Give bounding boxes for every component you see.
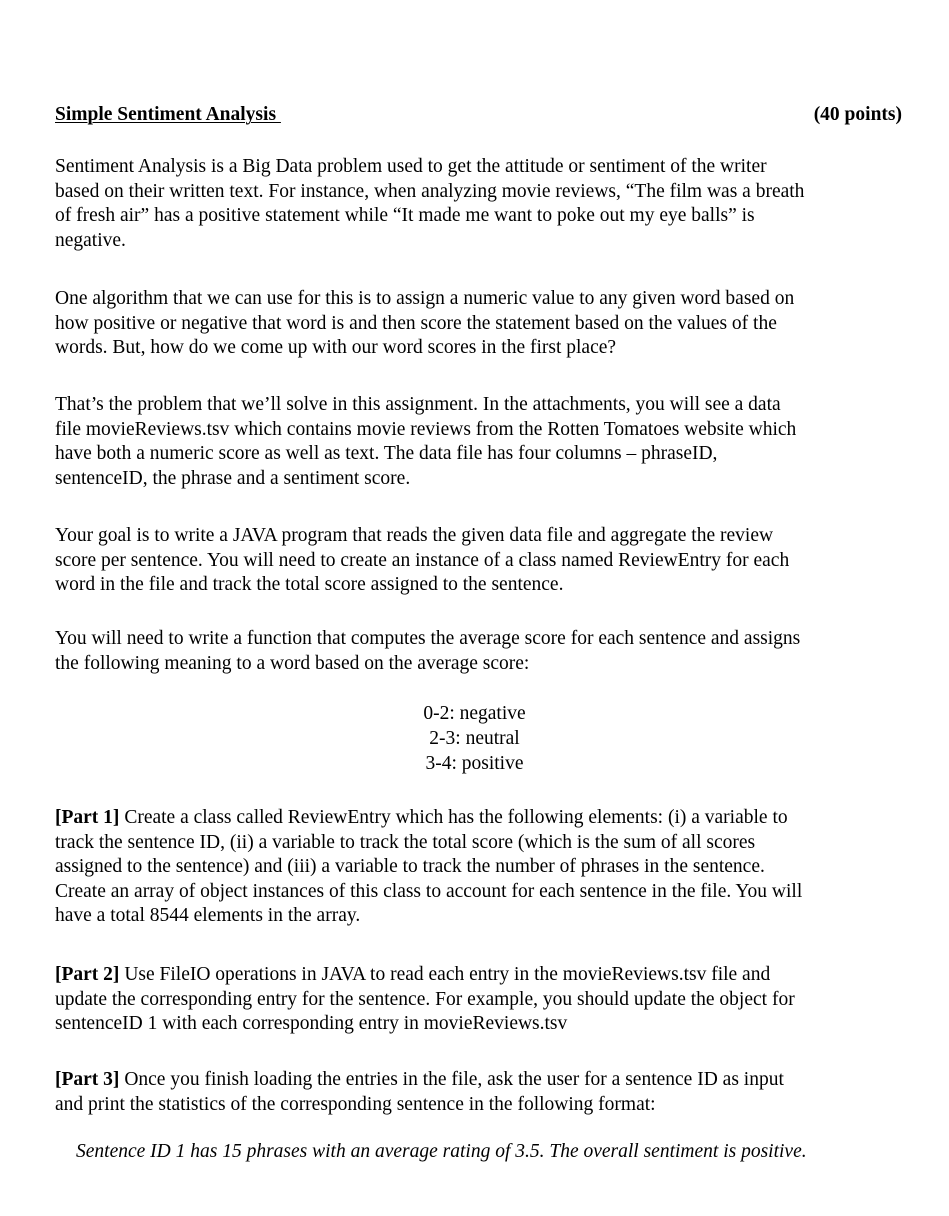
- text-line: have both a numeric score as well as text. The data file has four columns – phraseID,: [55, 443, 718, 464]
- text-line: negative.: [55, 229, 126, 251]
- text-line: and print the statistics of the corresponding sentence in the following format:: [55, 1093, 656, 1115]
- text-line: have a total 8544 elements in the array.: [55, 905, 361, 926]
- text-line: word in the file and track the total score assigned to the sentence.: [55, 574, 564, 595]
- scale-neutral: 2-3: neutral: [429, 728, 520, 749]
- part1-paragraph: [55, 806, 915, 929]
- text-line: One algorithm that we can use for this is to assign a numeric value to any given word based on: [55, 288, 795, 309]
- text-line: of fresh air” has a positive statement while “It made me want to poke out my eye balls” is: [55, 205, 755, 226]
- part1-label: [Part 1]: [55, 807, 120, 828]
- text-line: Your goal is to write a JAVA program that reads the given data file and aggregate the review: [55, 525, 774, 546]
- points-label: (40 points): [813, 104, 902, 125]
- text-line: That’s the problem that we’ll solve in this assignment. In the attachments, you will see a data: [55, 394, 781, 415]
- text-line: Create a class called ReviewEntry which has the following elements: (i) a variable to: [119, 807, 788, 828]
- part2-paragraph: [55, 963, 915, 1037]
- text-line: based on their written text. For instance, when analyzing movie reviews, “The film was a breath: [55, 180, 805, 202]
- goal-paragraph: [55, 524, 915, 598]
- text-line: file movieReviews.tsv which contains movie reviews from the Rotten Tomatoes website which: [55, 418, 797, 440]
- text-line: You will need to write a function that computes the average score for each sentence and assigns: [55, 628, 801, 649]
- problem-paragraph: [55, 393, 915, 491]
- function-paragraph: [55, 627, 915, 676]
- part2-label: [Part 2]: [55, 964, 120, 985]
- text-line: Once you finish loading the entries in the file, ask the user for a sentence ID as input: [119, 1069, 784, 1090]
- text-line: assigned to the sentence) and (iii) a variable to track the number of phrases in the sentence.: [55, 856, 765, 877]
- scale-positive: 3-4: positive: [425, 753, 524, 774]
- scale-negative: 0-2: negative: [423, 703, 526, 724]
- text-line: the following meaning to a word based on the average score:: [55, 652, 530, 674]
- part3-label: [Part 3]: [55, 1069, 120, 1090]
- text-line: score per sentence. You will need to create an instance of a class named ReviewEntry for each: [55, 549, 790, 571]
- text-line: Create an array of object instances of this class to account for each sentence in the file. You will: [55, 880, 803, 902]
- part3-paragraph: [55, 1068, 915, 1117]
- example-output: Sentence ID 1 has 15 phrases with an average rating of 3.5. The overall sentiment is positive.: [76, 1141, 807, 1162]
- text-line: track the sentence ID, (ii) a variable to track the total score (which is the sum of all scores: [55, 831, 756, 853]
- text-line: sentenceID, the phrase and a sentiment score.: [55, 467, 411, 489]
- page-title: Simple Sentiment Analysis: [55, 104, 281, 125]
- text-line: Use FileIO operations in JAVA to read each entry in the movieReviews.tsv file and: [119, 964, 771, 985]
- text-line: Sentiment Analysis is a Big Data problem used to get the attitude or sentiment of the writer: [55, 156, 767, 177]
- text-line: how positive or negative that word is and then score the statement based on the values of the: [55, 312, 777, 334]
- intro-paragraph: [55, 155, 915, 253]
- text-line: update the corresponding entry for the sentence. For example, you should update the object for: [55, 988, 795, 1010]
- text-line: sentenceID 1 with each corresponding entry in movieReviews.tsv: [55, 1013, 568, 1034]
- algorithm-paragraph: [55, 287, 915, 361]
- text-line: words. But, how do we come up with our word scores in the first place?: [55, 337, 617, 358]
- sentiment-scale: [0, 701, 949, 776]
